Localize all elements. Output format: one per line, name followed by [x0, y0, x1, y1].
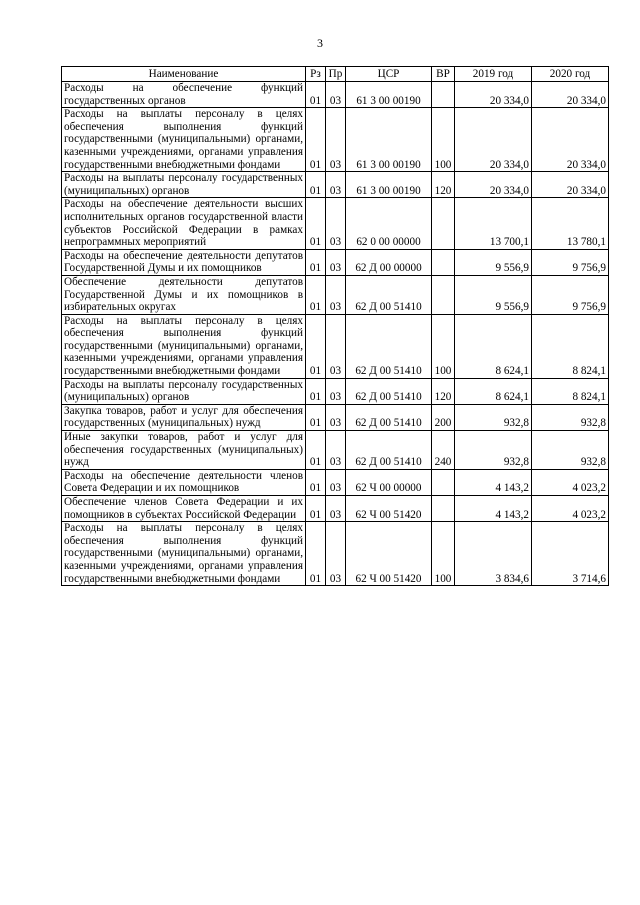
cell-2020: 8 824,1 [532, 314, 609, 378]
cell-pr: 03 [326, 404, 346, 430]
cell-rz: 01 [306, 431, 326, 470]
cell-csr: 62 Д 00 51410 [346, 378, 432, 404]
header-2019: 2019 год [455, 67, 532, 82]
cell-rz: 01 [306, 496, 326, 522]
cell-name: Расходы на выплаты персоналу в целях обеспечения выполнения функций государственными (муниципальными) органами, казенными учреждениями, органами управления государственными внебюджетными фондами [62, 314, 306, 378]
cell-vr [432, 198, 455, 249]
cell-csr: 61 3 00 00190 [346, 82, 432, 108]
cell-2019: 20 334,0 [455, 172, 532, 198]
cell-2019: 932,8 [455, 431, 532, 470]
cell-2019: 3 834,6 [455, 522, 532, 586]
cell-name: Расходы на обеспечение деятельности высших исполнительных органов государственной власти субъектов Российской Федерации в рамках непрограммных мероприятий [62, 198, 306, 249]
cell-2020: 3 714,6 [532, 522, 609, 586]
cell-csr: 62 0 00 00000 [346, 198, 432, 249]
cell-name: Расходы на выплаты персоналу государственных (муниципальных) органов [62, 378, 306, 404]
table-row [62, 249, 609, 275]
cell-2020: 20 334,0 [532, 82, 609, 108]
cell-rz: 01 [306, 404, 326, 430]
cell-csr: 62 Д 00 51410 [346, 404, 432, 430]
cell-vr: 240 [432, 431, 455, 470]
cell-csr: 62 Д 00 51410 [346, 431, 432, 470]
cell-rz: 01 [306, 82, 326, 108]
header-csr: ЦСР [346, 67, 432, 82]
cell-vr [432, 275, 455, 314]
cell-name: Расходы на выплаты персоналу в целях обеспечения выполнения функций государственными (муниципальными) органами, казенными учреждениями, органами управления государственными внебюджетными фондами [62, 108, 306, 172]
cell-pr: 03 [326, 249, 346, 275]
cell-pr: 03 [326, 82, 346, 108]
cell-2019: 4 143,2 [455, 469, 532, 495]
cell-pr: 03 [326, 522, 346, 586]
cell-vr [432, 249, 455, 275]
table-row [62, 275, 609, 314]
cell-2020: 13 780,1 [532, 198, 609, 249]
header-rz: Рз [306, 67, 326, 82]
cell-2019: 932,8 [455, 404, 532, 430]
cell-rz: 01 [306, 275, 326, 314]
cell-csr: 62 Ч 00 00000 [346, 469, 432, 495]
cell-pr: 03 [326, 108, 346, 172]
cell-2020: 4 023,2 [532, 496, 609, 522]
cell-csr: 61 3 00 00190 [346, 108, 432, 172]
cell-2019: 9 556,9 [455, 249, 532, 275]
cell-2019: 8 624,1 [455, 378, 532, 404]
cell-pr: 03 [326, 198, 346, 249]
table-row [62, 82, 609, 108]
table-row [62, 172, 609, 198]
cell-csr: 61 3 00 00190 [346, 172, 432, 198]
table-row [62, 522, 609, 586]
table-row [62, 108, 609, 172]
cell-rz: 01 [306, 172, 326, 198]
cell-vr [432, 469, 455, 495]
cell-csr: 62 Д 00 51410 [346, 314, 432, 378]
cell-rz: 01 [306, 522, 326, 586]
cell-rz: 01 [306, 314, 326, 378]
table-row [62, 496, 609, 522]
cell-name: Обеспечение членов Совета Федерации и их помощников в субъектах Российской Федерации [62, 496, 306, 522]
header-pr: Пр [326, 67, 346, 82]
cell-vr [432, 82, 455, 108]
table-row [62, 378, 609, 404]
table-row [62, 431, 609, 470]
table-header [62, 67, 609, 82]
cell-name: Закупка товаров, работ и услуг для обеспечения государственных (муниципальных) нужд [62, 404, 306, 430]
cell-name: Расходы на выплаты персоналу в целях обеспечения выполнения функций государственными (муниципальными) органами, казенными учреждениями, органами управления государственными внебюджетными фондами [62, 522, 306, 586]
cell-2019: 20 334,0 [455, 108, 532, 172]
header-vr: ВР [432, 67, 455, 82]
cell-rz: 01 [306, 378, 326, 404]
cell-vr: 100 [432, 522, 455, 586]
cell-vr: 100 [432, 314, 455, 378]
cell-pr: 03 [326, 275, 346, 314]
cell-2019: 4 143,2 [455, 496, 532, 522]
cell-vr [432, 496, 455, 522]
cell-csr: 62 Ч 00 51420 [346, 522, 432, 586]
cell-rz: 01 [306, 469, 326, 495]
cell-vr: 120 [432, 172, 455, 198]
cell-name: Расходы на обеспечение функций государственных органов [62, 82, 306, 108]
cell-csr: 62 Д 00 00000 [346, 249, 432, 275]
cell-2019: 13 700,1 [455, 198, 532, 249]
page-number: 3 [317, 36, 323, 50]
cell-2020: 8 824,1 [532, 378, 609, 404]
cell-name: Иные закупки товаров, работ и услуг для обеспечения государственных (муниципальных) нужд [62, 431, 306, 470]
cell-2020: 9 756,9 [532, 249, 609, 275]
cell-2020: 4 023,2 [532, 469, 609, 495]
cell-pr: 03 [326, 496, 346, 522]
cell-rz: 01 [306, 249, 326, 275]
cell-pr: 03 [326, 172, 346, 198]
cell-rz: 01 [306, 198, 326, 249]
table-row [62, 198, 609, 249]
cell-2019: 20 334,0 [455, 82, 532, 108]
table-row [62, 404, 609, 430]
header-2020: 2020 год [532, 67, 609, 82]
cell-name: Обеспечение деятельности депутатов Государственной Думы и их помощников в избирательных округах [62, 275, 306, 314]
cell-rz: 01 [306, 108, 326, 172]
header-row [62, 67, 609, 82]
cell-name: Расходы на обеспечение деятельности депутатов Государственной Думы и их помощников [62, 249, 306, 275]
cell-vr: 120 [432, 378, 455, 404]
cell-vr: 100 [432, 108, 455, 172]
header-name: Наименование [62, 67, 306, 82]
cell-2020: 932,8 [532, 431, 609, 470]
cell-2019: 9 556,9 [455, 275, 532, 314]
table-row [62, 469, 609, 495]
cell-2019: 8 624,1 [455, 314, 532, 378]
cell-pr: 03 [326, 378, 346, 404]
table-body [62, 82, 609, 586]
cell-2020: 20 334,0 [532, 108, 609, 172]
cell-pr: 03 [326, 431, 346, 470]
cell-2020: 20 334,0 [532, 172, 609, 198]
cell-2020: 9 756,9 [532, 275, 609, 314]
budget-table [61, 66, 609, 586]
cell-csr: 62 Ч 00 51420 [346, 496, 432, 522]
table-row [62, 314, 609, 378]
cell-pr: 03 [326, 314, 346, 378]
cell-name: Расходы на обеспечение деятельности членов Совета Федерации и их помощников [62, 469, 306, 495]
cell-vr: 200 [432, 404, 455, 430]
cell-name: Расходы на выплаты персоналу государственных (муниципальных) органов [62, 172, 306, 198]
cell-2020: 932,8 [532, 404, 609, 430]
cell-csr: 62 Д 00 51410 [346, 275, 432, 314]
cell-pr: 03 [326, 469, 346, 495]
